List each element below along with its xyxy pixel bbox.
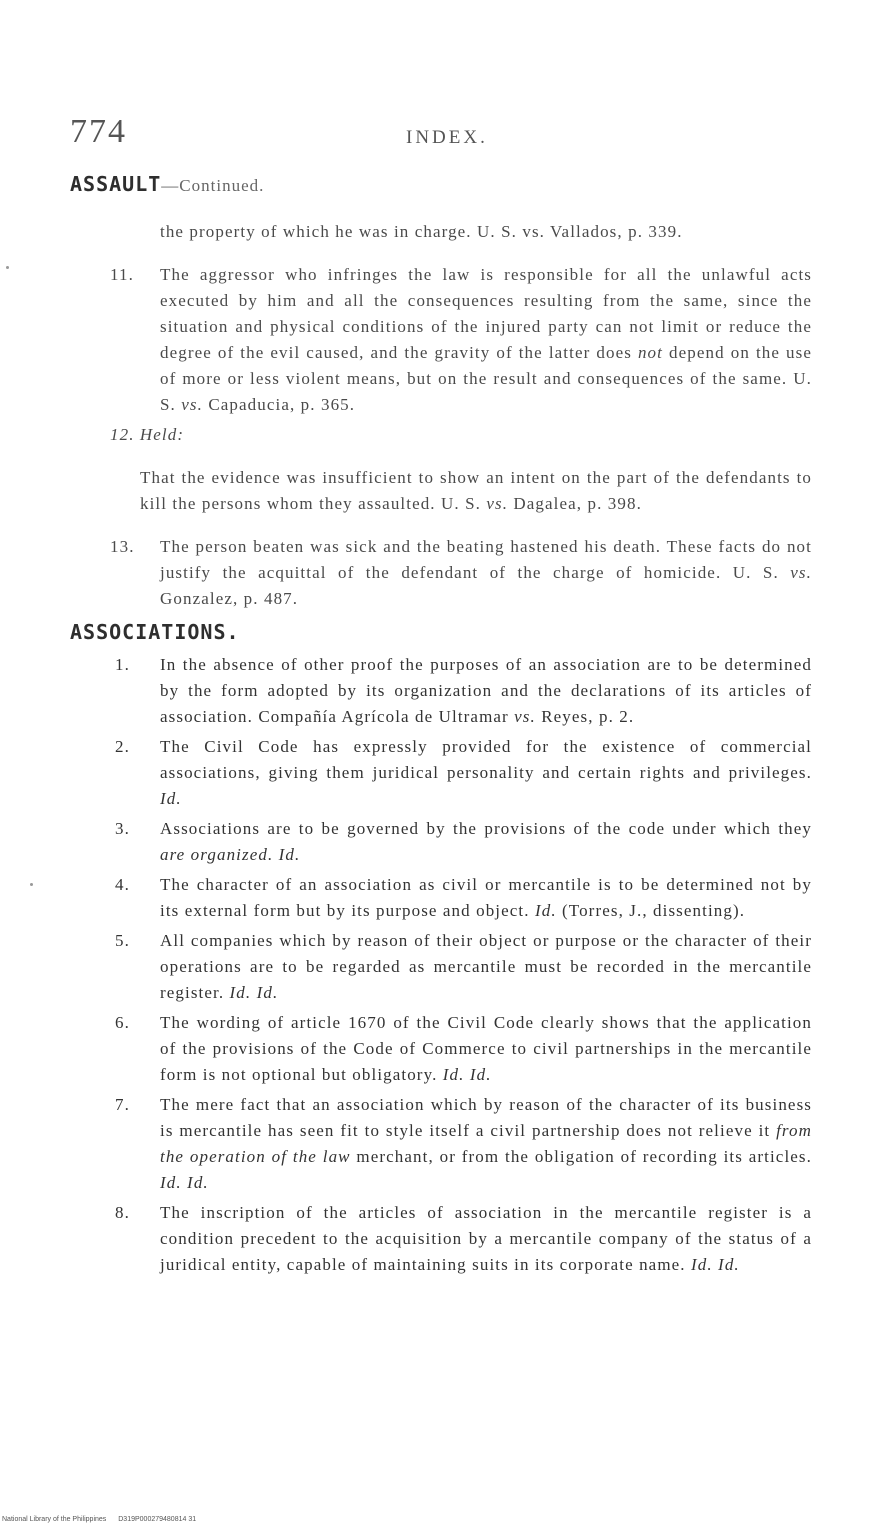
index-entry-11: 11. The aggressor who infringes the law is responsible for all the unlawful acts executed by him and all the consequences resulting from the same, since the situation and physical conditions of the injured party can not limit or reduce the degree of the evil caused, and the gravity of the latter does not depend on the use of more or less violent means, but on the result and consequences of the same. U. S. vs. Capaducia, p. 365.	[110, 265, 812, 414]
footer-library: National Library of the Philippines	[2, 1516, 107, 1523]
index-entry-2: 2. The Civil Code has expressly provided for the existence of commercial associations, giving them juridical personality and certain rights and privileges. Id.	[115, 737, 812, 808]
index-entry-12-label: 12. Held:	[110, 425, 185, 444]
continued-label: —Continued.	[161, 176, 265, 195]
associations-heading: ASSOCIATIONS.	[70, 620, 240, 644]
index-entry-3: 3. Associations are to be governed by the provisions of the code under which they are organized. Id.	[115, 819, 812, 864]
associations-section	[70, 616, 812, 1278]
index-entry-12: That the evidence was insufficient to show an intent on the part of the defendants to kill the persons whom they assaulted. U. S. vs. Dagalea, p. 398.	[140, 468, 812, 513]
index-entry-8: 8. The inscription of the articles of association in the mercantile register is a condition precedent to the acquisition by a mercantile company of the status of a juridical entity, capable of maintaining suits in its corporate name. Id. Id.	[115, 1203, 812, 1274]
assault-continuation: the property of which he was in charge. U. S. vs. Vallados, p. 339.	[160, 222, 683, 241]
index-entry-1: 1. In the absence of other proof the purposes of an association are to be determined by the form adopted by its organization and the declarations of its articles of association. Compañía Agrícola de Ultramar vs. Reyes, p. 2.	[115, 655, 812, 726]
assault-section	[70, 168, 812, 612]
footer-code: D319P000279480814 31	[118, 1516, 197, 1523]
index-entry-4: 4. The character of an association as civil or mercantile is to be determined not by its external form but by its purpose and object. Id. (Torres, J., dissenting).	[115, 875, 812, 920]
running-head: INDEX.	[406, 127, 488, 148]
scan-speck	[30, 883, 33, 886]
page-number: 774	[70, 113, 127, 150]
index-entry-13: 13. The person beaten was sick and the beating hastened his death. These facts do not justify the acquittal of the defendant of the charge of homicide. U. S. vs. Gonzalez, p. 487.	[110, 537, 812, 608]
scan-speck	[6, 266, 9, 269]
index-body	[70, 168, 812, 1278]
index-entry-5: 5. All companies which by reason of their object or purpose or the character of their operations are to be regarded as mercantile must be recorded in the mercantile register. Id. Id.	[115, 931, 812, 1002]
index-entry-7: 7. The mere fact that an association which by reason of the character of its business is mercantile has seen fit to style itself a civil partnership does not relieve it from the operation of the law merchant, or from the obligation of recording its articles. Id. Id.	[115, 1095, 812, 1192]
assault-heading: ASSAULT—Continued.	[70, 172, 265, 196]
scan-footer	[2, 1516, 206, 1523]
index-entry-6: 6. The wording of article 1670 of the Civil Code clearly shows that the application of the provisions of the Code of Commerce to civil partnerships in the mercantile form is not optional but obligatory. Id. Id.	[115, 1013, 812, 1084]
